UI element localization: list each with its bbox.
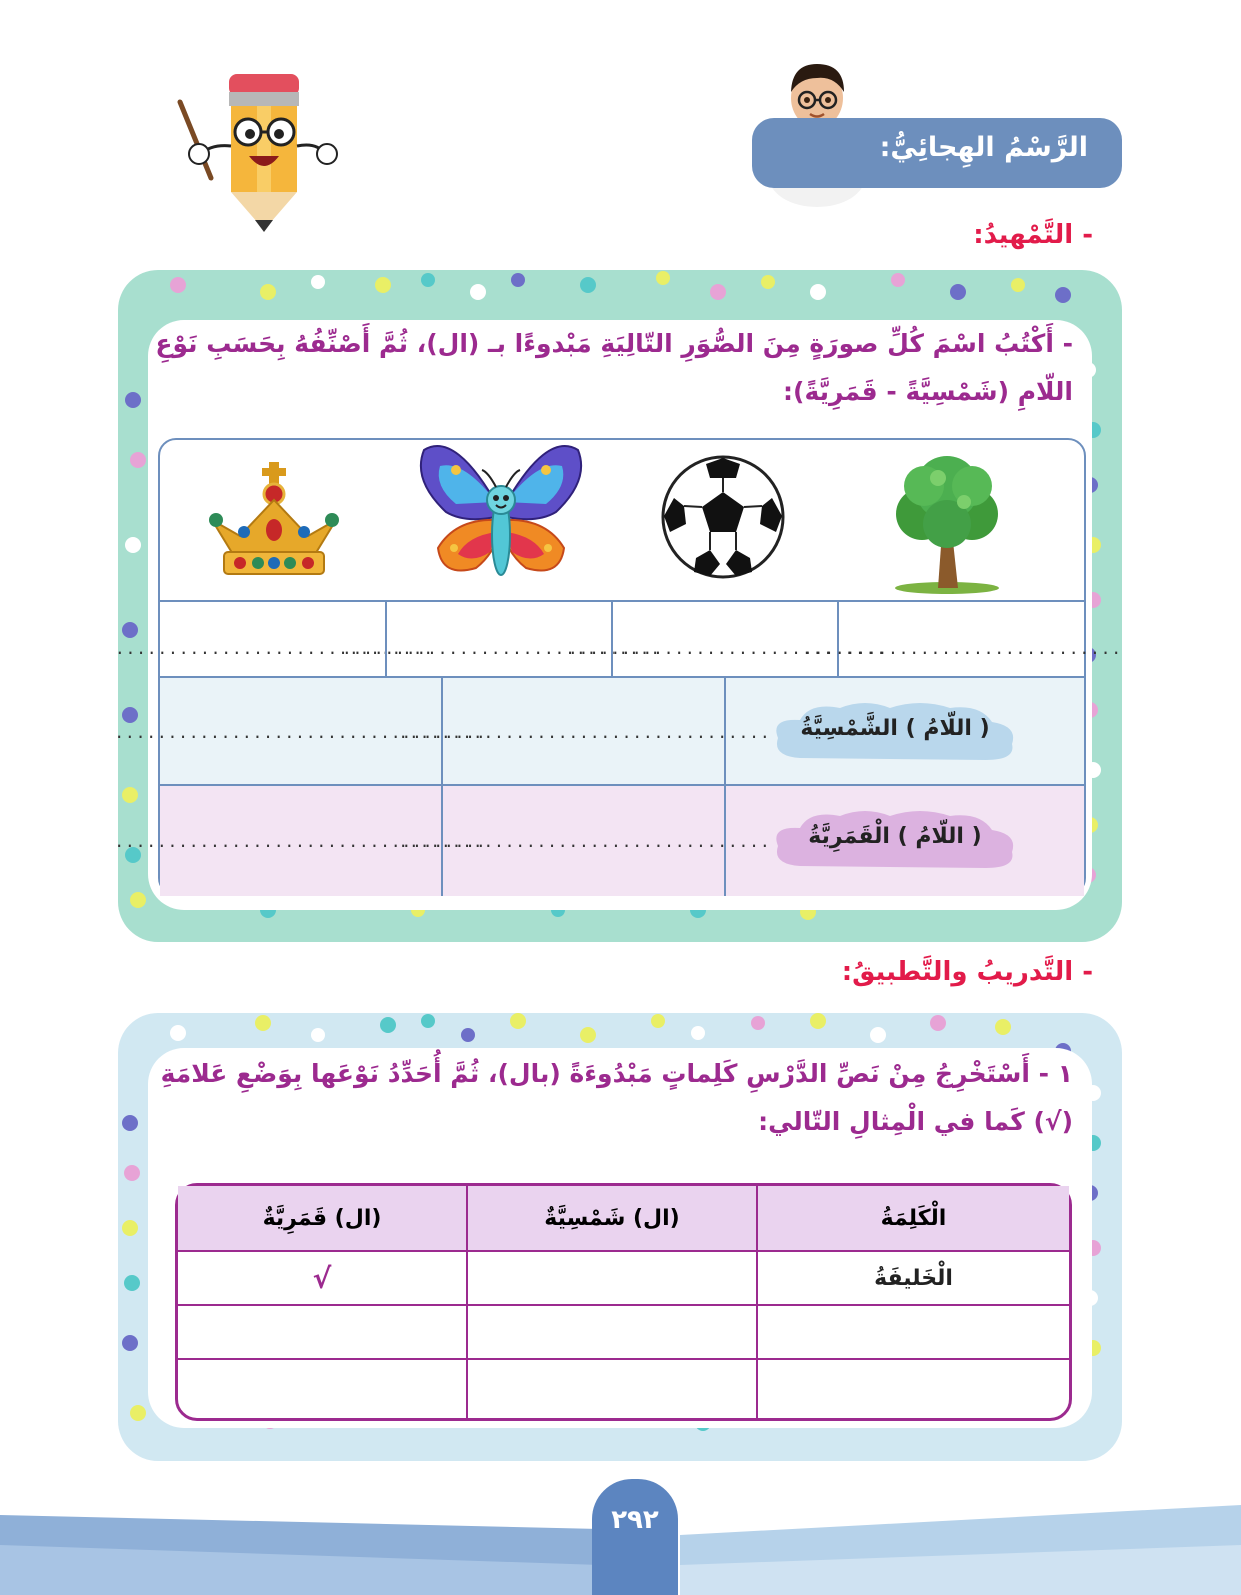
example-word: الْخَليفَةُ <box>874 1265 953 1291</box>
moon-lam-label: ( اللّامُ ) الْقَمَرِيَّةُ <box>808 824 982 849</box>
answer-cell[interactable] <box>758 1360 1069 1418</box>
exercise1-instruction-line1: - أَكْتُبُ اسْمَ كُلِّ صورَةٍ مِنَ الصُّوَرِ التّالِيَةِ مَبْدوءًا بـ (ال)، ثُمَّ أَصْنِّفُهُ بِحَسَبِ نَوْعِ <box>155 329 1073 358</box>
pencil-mascot-illustration <box>175 70 345 240</box>
moon-cloud <box>770 806 1020 874</box>
lesson-title-banner <box>752 118 1122 188</box>
moon-blank-2[interactable]: ................................... <box>114 831 487 851</box>
sun-lam-row <box>114 676 1084 786</box>
soccer-ball-icon <box>660 454 786 580</box>
exercise1-instruction-line2: اللّامِ (شَمْسِيَّةً - قَمَرِيَّةً): <box>783 377 1073 406</box>
header-word: الْكَلِمَةُ <box>880 1205 947 1231</box>
column-divider <box>466 1186 468 1418</box>
table-row <box>178 1360 1069 1418</box>
page-number: ٢٩٢ <box>611 1505 659 1535</box>
example-sun-cell[interactable] <box>468 1252 756 1304</box>
pictures-row <box>160 440 1084 600</box>
sun-blank-1[interactable]: ................................... <box>441 678 726 786</box>
word-blank-tree[interactable]: .............................. <box>837 602 1086 678</box>
crown-icon <box>204 460 344 580</box>
page-number-tab <box>592 1479 678 1595</box>
tree-icon <box>882 448 1012 594</box>
header-sun-lam: (ال) شَمْسِيَّةٌ <box>544 1205 680 1231</box>
answer-cell[interactable] <box>178 1306 466 1358</box>
word-blank-ball[interactable]: .............................. <box>611 602 842 678</box>
answer-cell[interactable] <box>468 1360 756 1418</box>
answer-cell[interactable] <box>178 1360 466 1418</box>
lesson-title: الرَّسْمُ الهِجائِيُّ: <box>879 132 1088 163</box>
moon-label-cell <box>724 786 1086 896</box>
table-row <box>178 1306 1069 1360</box>
practice-section-label: - التَّدريبُ والتَّطبيقُ: <box>841 957 1093 987</box>
intro-section-label: - التَّمْهيدُ: <box>973 220 1093 250</box>
table-header-row <box>178 1186 1069 1252</box>
column-divider <box>756 1186 758 1418</box>
answer-cell[interactable] <box>758 1306 1069 1358</box>
sun-label-cell <box>724 678 1086 786</box>
butterfly-icon <box>416 440 586 590</box>
sun-lam-label: ( اللّامُ ) الشَّمْسِيَّةُ <box>800 716 990 741</box>
lam-type-table <box>175 1183 1072 1421</box>
classification-table <box>114 438 1122 896</box>
example-mark: √ <box>312 1261 332 1295</box>
word-blanks-row <box>115 600 1122 678</box>
exercise2-instruction-line2: (√) كَما في الْمِثالِ التّالي: <box>758 1107 1073 1136</box>
sun-blank-2[interactable]: ................................... <box>114 722 487 742</box>
moon-lam-row <box>114 784 1084 896</box>
moon-blank-1[interactable]: ................................... <box>441 786 726 896</box>
word-blank-crown[interactable]: .............................. <box>115 639 434 658</box>
sun-cloud <box>770 698 1020 766</box>
table-row <box>178 1252 1069 1306</box>
header-moon-lam: (ال) قَمَرِيَّةٌ <box>262 1205 382 1231</box>
exercise2-instruction-line1: ١ - أَسْتَخْرِجُ مِنْ نَصِّ الدَّرْسِ كَلِماتٍ مَبْدُوءَةً (بال)، ثُمَّ أُحَدِّدُ نَوْعَها بِوَضْعِ عَلامَةِ <box>160 1059 1073 1088</box>
answer-cell[interactable] <box>468 1306 756 1358</box>
word-blank-butterfly[interactable]: .............................. <box>385 602 616 678</box>
